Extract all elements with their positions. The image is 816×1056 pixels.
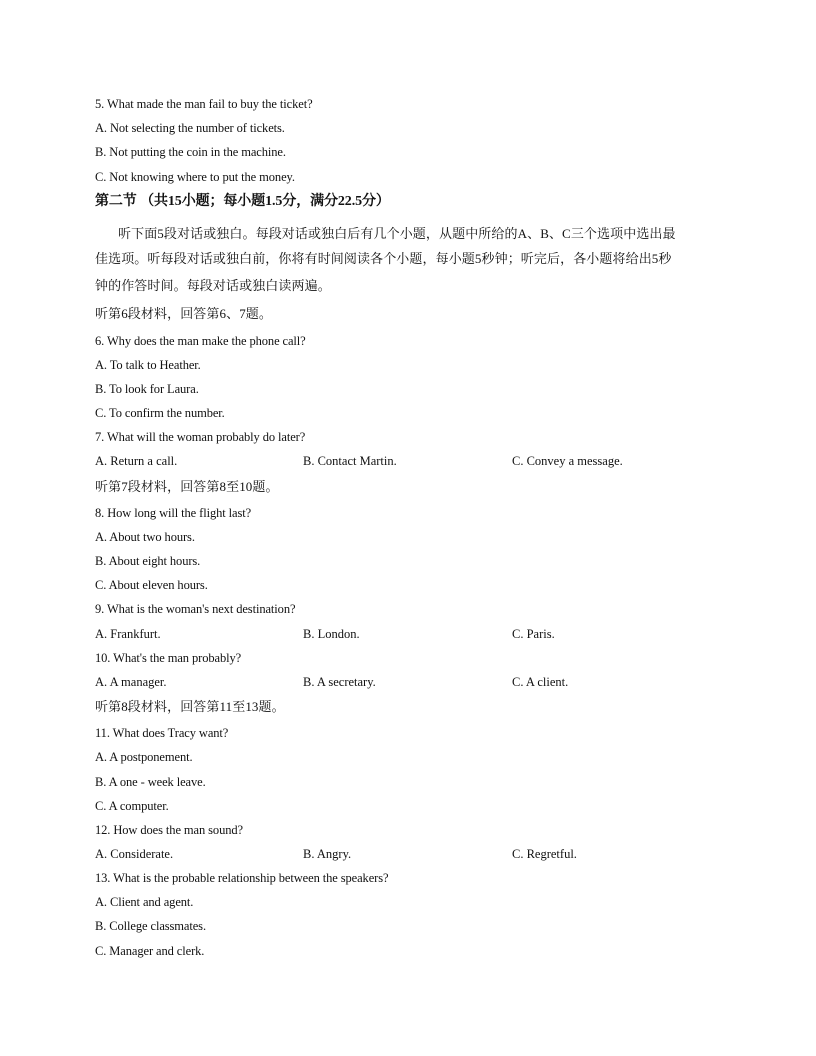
question-11: 11. What does Tracy want? (95, 726, 229, 740)
question-9: 9. What is the woman's next destination? (95, 602, 296, 616)
question-6-option-b: B. To look for Laura. (95, 382, 199, 396)
question-6-option-a: A. To talk to Heather. (95, 358, 201, 372)
question-10-options (95, 674, 735, 690)
question-5-option-c: C. Not knowing where to put the money. (95, 170, 295, 184)
question-10-option-c: C. A client. (512, 675, 569, 689)
question-8-option-c: C. About eleven hours. (95, 578, 208, 592)
question-12: 12. How does the man sound? (95, 823, 243, 837)
question-12-option-b: B. Angry. (303, 847, 352, 861)
question-11-option-c: C. A computer. (95, 799, 169, 813)
question-10: 10. What's the man probably? (95, 651, 242, 665)
question-13: 13. What is the probable relationship between the speakers? (95, 871, 389, 885)
question-12-option-a: A. Considerate. (95, 847, 174, 861)
question-7-option-a: A. Return a call. (95, 454, 178, 468)
section-title: 第二节 （共15小题；每小题1.5分，满分22.5分） (95, 194, 390, 209)
question-9-options (95, 626, 735, 642)
question-9-option-b: B. London. (303, 627, 360, 641)
question-13-option-c: C. Manager and clerk. (95, 944, 205, 958)
question-7-options (95, 453, 735, 469)
question-11-option-a: A. A postponement. (95, 750, 193, 764)
question-13-option-a: A. Client and agent. (95, 895, 194, 909)
instructions-line-2: 佳选项。听每段对话或独白前，你将有时间阅读各个小题，每小题5秒钟；听完后，各小题将给出5秒 (95, 251, 672, 266)
question-11-option-b: B. A one - week leave. (95, 775, 206, 789)
question-8-option-a: A. About two hours. (95, 530, 195, 544)
question-9-option-c: C. Paris. (512, 627, 555, 641)
question-12-options (95, 846, 735, 862)
question-5-option-b: B. Not putting the coin in the machine. (95, 145, 286, 159)
material-8-header: 听第8段材料，回答第11至13题。 (95, 699, 285, 714)
material-6-header: 听第6段材料，回答第6、7题。 (95, 306, 273, 321)
question-10-option-a: A. A manager. (95, 675, 167, 689)
question-13-option-b: B. College classmates. (95, 919, 206, 933)
instructions-line-1: 听下面5段对话或独白。每段对话或独白后有几个小题，从题中所给的A、B、C三个选项中选出最 (118, 226, 676, 241)
question-5-option-a: A. Not selecting the number of tickets. (95, 121, 285, 135)
question-8: 8. How long will the flight last? (95, 506, 252, 520)
instructions-line-3: 钟的作答时间。每段对话或独白读两遍。 (95, 278, 331, 293)
question-12-option-c: C. Regretful. (512, 847, 577, 861)
question-7-option-c: C. Convey a message. (512, 454, 623, 468)
material-7-header: 听第7段材料，回答第8至10题。 (95, 479, 279, 494)
question-5: 5. What made the man fail to buy the ticket? (95, 97, 313, 111)
question-6-option-c: C. To confirm the number. (95, 406, 225, 420)
question-6: 6. Why does the man make the phone call? (95, 334, 306, 348)
question-7-option-b: B. Contact Martin. (303, 454, 397, 468)
question-8-option-b: B. About eight hours. (95, 554, 201, 568)
question-7: 7. What will the woman probably do later? (95, 430, 306, 444)
question-9-option-a: A. Frankfurt. (95, 627, 161, 641)
question-10-option-b: B. A secretary. (303, 675, 376, 689)
